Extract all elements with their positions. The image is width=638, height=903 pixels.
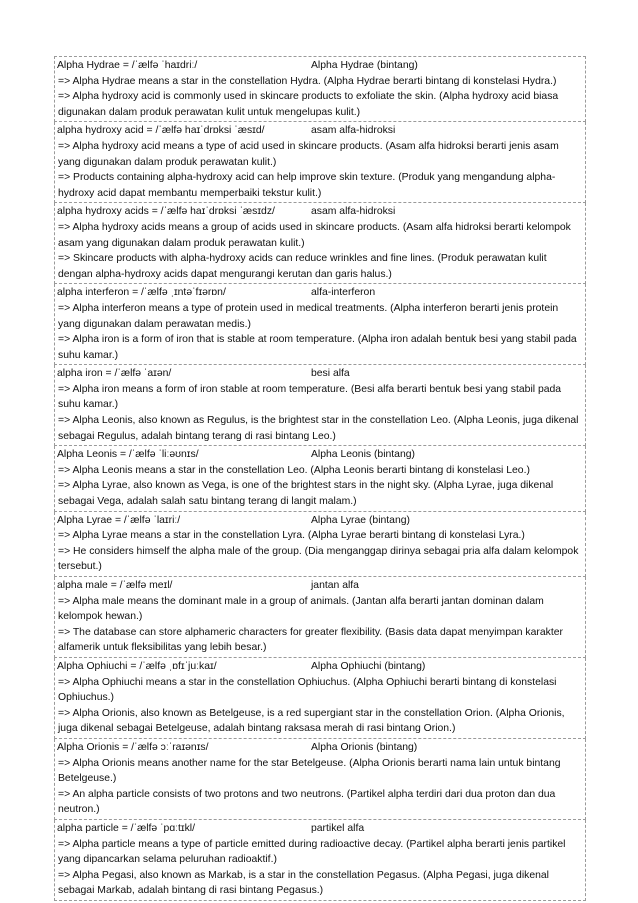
- entry-example: => Alpha iron means a form of iron stable at room temperature. (Besi alfa berarti bentuk besi yang stabil pada suhu kamar.): [58, 383, 562, 411]
- entry-header: [57, 58, 583, 74]
- entry-header: [57, 659, 583, 675]
- entry-example: => Products containing alpha-hydroxy acid can help improve skin texture. (Produk yang mengandung alpha-hydroxy acid dapat membantu memperbaiki tekstur kulit.): [58, 172, 556, 199]
- entry-header: [57, 204, 583, 220]
- entry-term: Alpha Orionis = /ˈælfə ɔːˈraɪənɪs/: [57, 741, 209, 753]
- entry-alpha-hydroxy-acids: [54, 203, 586, 284]
- entry-header: [57, 578, 583, 594]
- entry-term: alpha hydroxy acid = /ˈælfə haɪˈdrɒksi ˈæsɪd/: [57, 125, 265, 137]
- entry-example: => He considers himself the alpha male of the group. (Dia menganggap dirinya sebagai pria alfa dalam kelompok tersebut.): [58, 545, 579, 573]
- entry-example: => Alpha Leonis means a star in the constellation Leo. (Alpha Leonis berarti bintang di konstelasi Leo.): [58, 464, 530, 476]
- entry-alpha-iron: [54, 365, 586, 446]
- entry-example: => Alpha hydroxy acids means a group of acids used in skincare products. (Asam alfa hidroksi berarti kelompok asam yang digunakan dalam produk perawatan kulit.): [58, 221, 571, 249]
- entry-translation: Alpha Orionis (bintang): [311, 741, 418, 753]
- entry-example: => Alpha Lyrae, also known as Vega, is one of the brightest stars in the night sky. (Alpha Lyrae, juga dikenal sebagai Vega, adalah salah satu bintang terang di langit malam.): [58, 480, 554, 508]
- entry-translation: Alpha Leonis (bintang): [311, 449, 415, 461]
- entry-header: [57, 447, 583, 463]
- entry-alpha-lyrae: [54, 512, 586, 577]
- entry-term: Alpha Ophiuchi = /ˈælfə ˌɒfɪˈjuːkaɪ/: [57, 660, 217, 672]
- entry-header: [57, 821, 583, 837]
- entry-example: => Alpha Lyrae means a star in the constellation Lyra. (Alpha Lyrae berarti bintang di konstelasi Lyra.): [58, 530, 525, 542]
- entry-example: => Alpha interferon means a type of protein used in medical treatments. (Alpha interferon berarti jenis protein yang digunakan dalam perawatan medis.): [58, 302, 559, 330]
- entry-example: => Alpha Hydrae means a star in the constellation Hydra. (Alpha Hydrae berarti bintang di konstelasi Hydra.): [58, 75, 557, 87]
- entry-example: => Alpha iron is a form of iron that is stable at room temperature. (Alpha iron adalah bentuk besi yang stabil pada suhu kamar.): [58, 334, 577, 361]
- entry-example: => An alpha particle consists of two protons and two neutrons. (Partikel alpha terdiri dari dua proton dan dua neutron.): [58, 788, 556, 816]
- entry-alpha-interferon: [54, 284, 586, 365]
- entry-alpha-orionis: [54, 739, 586, 820]
- entry-alpha-male: [54, 577, 586, 658]
- entry-header: [57, 285, 583, 301]
- entry-header: [57, 123, 583, 139]
- entry-example: => Alpha Ophiuchi means a star in the constellation Ophiuchus. (Alpha Ophiuchi berarti bintang di konstelasi Ophiuchus.): [58, 676, 557, 704]
- entry-example: => Alpha Orionis means another name for the star Betelgeuse. (Alpha Orionis berarti nama lain untuk bintang Betelgeuse.): [58, 757, 561, 785]
- entry-example: => Alpha Leonis, also known as Regulus, is the brightest star in the constellation Leo. (Alpha Leonis, juga dikenal sebagai Regulus, adalah bintang terang di rasi bintang Leo.): [58, 415, 579, 442]
- entry-term: alpha male = /ˈælfə meɪl/: [57, 580, 173, 591]
- entry-header: [57, 366, 583, 382]
- entry-term: alpha iron = /ˈælfə ˈaɪən/: [57, 368, 172, 380]
- entry-example: => Alpha male means the dominant male in a group of animals. (Jantan alfa berarti jantan dominan dalam kelompok hewan.): [58, 595, 544, 623]
- entry-term: alpha particle = /ˈælfə ˈpɑːtɪkl/: [57, 822, 195, 834]
- entry-translation: partikel alfa: [311, 822, 365, 834]
- entry-term: Alpha Hydrae = /ˈælfə ˈhaɪdriː/: [57, 60, 198, 71]
- entry-translation: asam alfa-hidroksi: [311, 125, 396, 137]
- entry-translation: jantan alfa: [311, 580, 359, 591]
- entry-example: => Alpha Orionis, also known as Betelgeuse, is a red supergiant star in the constellation Orion. (Alpha Orionis, juga dikenal sebagai Betelgeuse, adalah bintang raksasa merah di rasi bintang Orion.): [58, 707, 565, 735]
- entry-term: Alpha Lyrae = /ˈælfə ˈlaɪriː/: [57, 514, 181, 526]
- entry-header: [57, 513, 583, 529]
- entry-translation: besi alfa: [311, 368, 350, 380]
- entry-alpha-particle: [54, 820, 586, 901]
- dictionary-page: [54, 56, 586, 901]
- entry-translation: asam alfa-hidroksi: [311, 206, 396, 218]
- entry-example: => The database can store alphameric characters for greater flexibility. (Basis data dapat menyimpan karakter alfamerik untuk fleksibilitas yang lebih besar.): [58, 626, 563, 654]
- entry-alpha-hydroxy-acid: [54, 122, 586, 203]
- entry-example: => Alpha hydroxy acid means a type of acid used in skincare products. (Asam alfa hidroksi berarti jenis asam yang digunakan dalam produk perawatan kulit.): [58, 140, 559, 168]
- entry-translation: Alpha Lyrae (bintang): [311, 514, 410, 526]
- entry-example: => Alpha hydroxy acid is commonly used in skincare products to exfoliate the skin. (Alpha hydroxy acid biasa digunakan dalam produk perawatan kulit untuk mengelupas kulit.): [58, 91, 559, 118]
- entry-header: [57, 740, 583, 756]
- entry-example: => Skincare products with alpha-hydroxy acids can reduce wrinkles and fine lines. (Produk perawatan kulit dengan alpha-hydroxy acids dapat mengurangi kerutan dan garis halus.): [58, 253, 547, 280]
- entry-alpha-hydrae: [54, 56, 586, 122]
- entry-translation: Alpha Hydrae (bintang): [311, 60, 418, 71]
- entry-example: => Alpha Pegasi, also known as Markab, is a star in the constellation Pegasus. (Alpha Pegasi, juga dikenal sebagai Markab, adalah bintang di rasi bintang Pegasus.): [58, 869, 549, 897]
- entry-term: Alpha Leonis = /ˈælfə ˈliːəʊnɪs/: [57, 449, 199, 461]
- entry-alpha-leonis: [54, 446, 586, 511]
- entry-term: alpha hydroxy acids = /ˈælfə haɪˈdrɒksi ˈæsɪdz/: [57, 206, 275, 218]
- entry-alpha-ophiuchi: [54, 658, 586, 739]
- entry-translation: alfa-interferon: [311, 287, 376, 299]
- entry-example: => Alpha particle means a type of particle emitted during radioactive decay. (Partikel alpha berarti jenis partikel yang dipancarkan selama peluruhan radioaktif.): [58, 838, 566, 866]
- entry-translation: Alpha Ophiuchi (bintang): [311, 660, 426, 672]
- entry-term: alpha interferon = /ˈælfə ˌɪntəˈfɪərɒn/: [57, 287, 226, 299]
